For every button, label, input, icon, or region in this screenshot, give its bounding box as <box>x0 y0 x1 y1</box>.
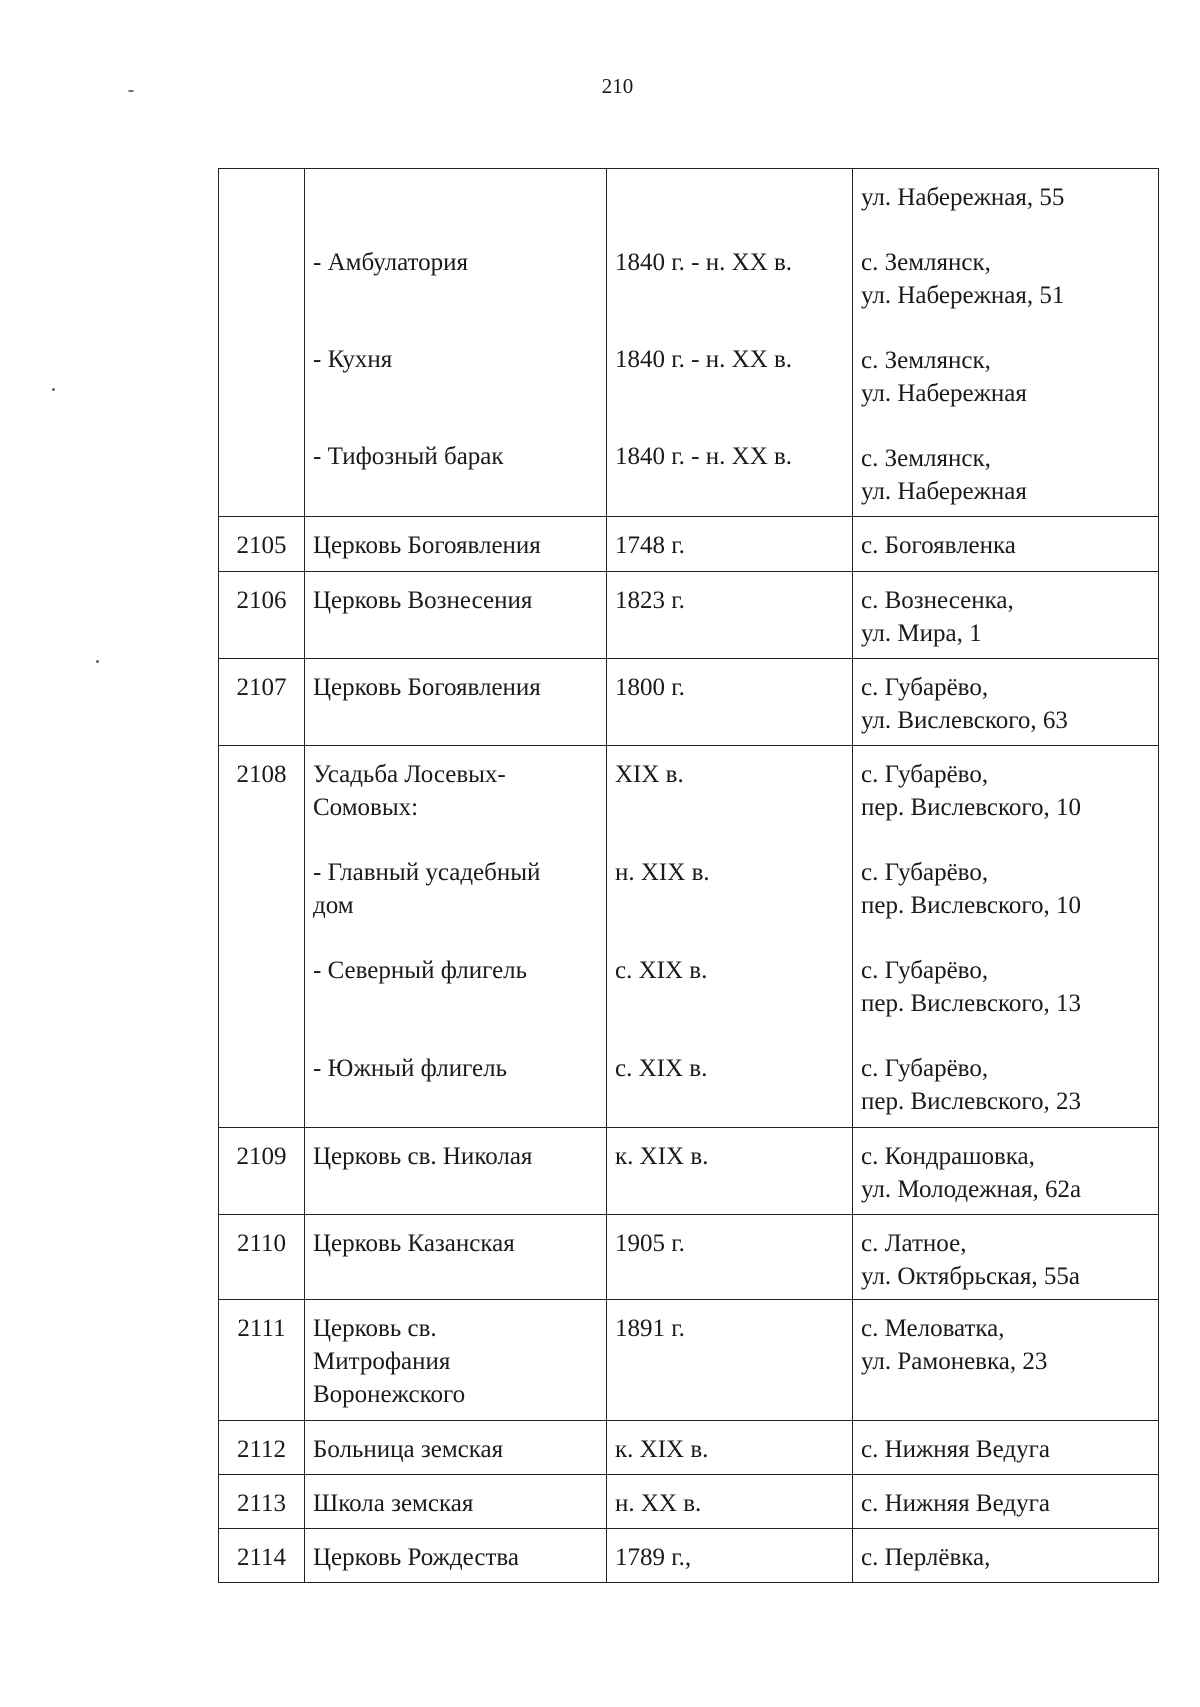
object-name: - Тифозный барак <box>313 443 504 470</box>
object-name-cell <box>305 169 607 517</box>
table-row <box>219 517 1159 572</box>
row-number: 2106 <box>219 572 305 659</box>
address-line: с. Богоявленка <box>861 532 1016 559</box>
object-name: - Главный усадебный <box>313 859 541 886</box>
address-line: с. Землянск, <box>861 249 991 276</box>
row-number: 2105 <box>219 517 305 572</box>
monuments-table <box>218 168 1159 1583</box>
object-name: Школа земская <box>305 1475 607 1529</box>
table-row <box>219 1128 1159 1215</box>
table-row <box>219 572 1159 659</box>
address-cell <box>853 572 1159 659</box>
scan-speck <box>96 660 99 663</box>
object-name: Больница земская <box>305 1421 607 1475</box>
object-name: Митрофания <box>313 1348 451 1375</box>
dating: с. XIX в. <box>615 957 708 984</box>
object-name: Церковь св. <box>313 1315 437 1342</box>
address-cell <box>853 746 1159 1128</box>
address-cell <box>853 1215 1159 1300</box>
table-row <box>219 1475 1159 1529</box>
address-line: с. Вознесенка, <box>861 587 1014 614</box>
address-cell <box>853 659 1159 746</box>
address-line: с. Землянск, <box>861 445 991 472</box>
address-line: с. Губарёво, <box>861 859 989 886</box>
address-line: пер. Вислевского, 13 <box>861 990 1081 1017</box>
dating: 1840 г. - н. XX в. <box>615 249 793 276</box>
object-name: Усадьба Лосевых- <box>313 761 506 788</box>
address-line: пер. Вислевского, 23 <box>861 1088 1081 1115</box>
address-line: с. Губарёво, <box>861 761 989 788</box>
object-name: Церковь св. Николая <box>305 1128 607 1215</box>
dating: XIX в. <box>615 761 684 788</box>
address-line: ул. Набережная, 51 <box>861 282 1065 309</box>
object-name: - Южный флигель <box>313 1055 507 1082</box>
dating: 1891 г. <box>607 1300 853 1421</box>
object-name-cell <box>305 1300 607 1421</box>
object-name: дом <box>313 892 354 919</box>
address-line: ул. Мира, 1 <box>861 620 982 647</box>
address-line: ул. Набережная <box>861 380 1027 407</box>
scan-speck <box>52 388 55 391</box>
dating: 1823 г. <box>607 572 853 659</box>
address-line: с. Нижняя Ведуга <box>861 1490 1050 1517</box>
address-cell <box>853 1421 1159 1475</box>
dating: к. XIX в. <box>607 1128 853 1215</box>
dating: н. XX в. <box>607 1475 853 1529</box>
dating: с. XIX в. <box>615 1055 708 1082</box>
row-number: 2113 <box>219 1475 305 1529</box>
address-line: ул. Вислевского, 63 <box>861 707 1068 734</box>
dating: 1840 г. - н. XX в. <box>615 443 793 470</box>
dating: 1800 г. <box>607 659 853 746</box>
table-row <box>219 169 1159 517</box>
dating: 1840 г. - н. XX в. <box>615 346 793 373</box>
table-row <box>219 746 1159 1128</box>
table-row <box>219 1215 1159 1300</box>
object-name: - Амбулатория <box>313 249 469 276</box>
dating-cell <box>607 169 853 517</box>
address-line: с. Меловатка, <box>861 1315 1005 1342</box>
address-line: ул. Рамоневка, 23 <box>861 1348 1048 1375</box>
object-name: - Северный флигель <box>313 957 528 984</box>
object-name: Церковь Богоявления <box>305 517 607 572</box>
dating: н. XIX в. <box>615 859 710 886</box>
object-name: Церковь Вознесения <box>305 572 607 659</box>
address-line: с. Губарёво, <box>861 674 989 701</box>
dating: 1748 г. <box>607 517 853 572</box>
address-line: ул. Набережная <box>861 478 1027 505</box>
address-line: ул. Набережная, 55 <box>861 184 1065 211</box>
address-line: с. Кондрашовка, <box>861 1143 1035 1170</box>
address-line: пер. Вислевского, 10 <box>861 794 1081 821</box>
row-number <box>219 169 305 517</box>
address-line: с. Губарёво, <box>861 957 989 984</box>
address-line: с. Латное, <box>861 1230 967 1257</box>
address-cell <box>853 1300 1159 1421</box>
address-line: ул. Октябрьская, 55а <box>861 1263 1081 1290</box>
address-line: пер. Вислевского, 10 <box>861 892 1081 919</box>
object-name-cell <box>305 746 607 1128</box>
address-line: ул. Молодежная, 62а <box>861 1176 1082 1203</box>
address-cell <box>853 1475 1159 1529</box>
row-number: 2114 <box>219 1529 305 1583</box>
row-number: 2109 <box>219 1128 305 1215</box>
table-row <box>219 1421 1159 1475</box>
object-name: Церковь Рождества <box>305 1529 607 1583</box>
dating: 1789 г., <box>607 1529 853 1583</box>
object-name: Церковь Богоявления <box>305 659 607 746</box>
dating: 1905 г. <box>607 1215 853 1300</box>
row-number: 2110 <box>219 1215 305 1300</box>
row-number: 2112 <box>219 1421 305 1475</box>
address-cell <box>853 1128 1159 1215</box>
dating-cell <box>607 746 853 1128</box>
scan-speck <box>128 90 134 92</box>
address-cell <box>853 1529 1159 1583</box>
table-row <box>219 659 1159 746</box>
address-line: с. Землянск, <box>861 347 991 374</box>
object-name: Церковь Казанская <box>305 1215 607 1300</box>
address-line: с. Перлёвка, <box>861 1544 991 1571</box>
row-number: 2111 <box>219 1300 305 1421</box>
object-name: - Кухня <box>313 346 393 373</box>
object-name: Воронежского <box>313 1381 466 1408</box>
row-number: 2107 <box>219 659 305 746</box>
table-row <box>219 1300 1159 1421</box>
page-number: 210 <box>601 74 634 98</box>
address-line: с. Губарёво, <box>861 1055 989 1082</box>
address-line: с. Нижняя Ведуга <box>861 1436 1050 1463</box>
table-row <box>219 1529 1159 1583</box>
object-name: Сомовых: <box>313 794 419 821</box>
address-cell <box>853 517 1159 572</box>
address-cell <box>853 169 1159 517</box>
dating: к. XIX в. <box>607 1421 853 1475</box>
row-number: 2108 <box>219 746 305 1128</box>
